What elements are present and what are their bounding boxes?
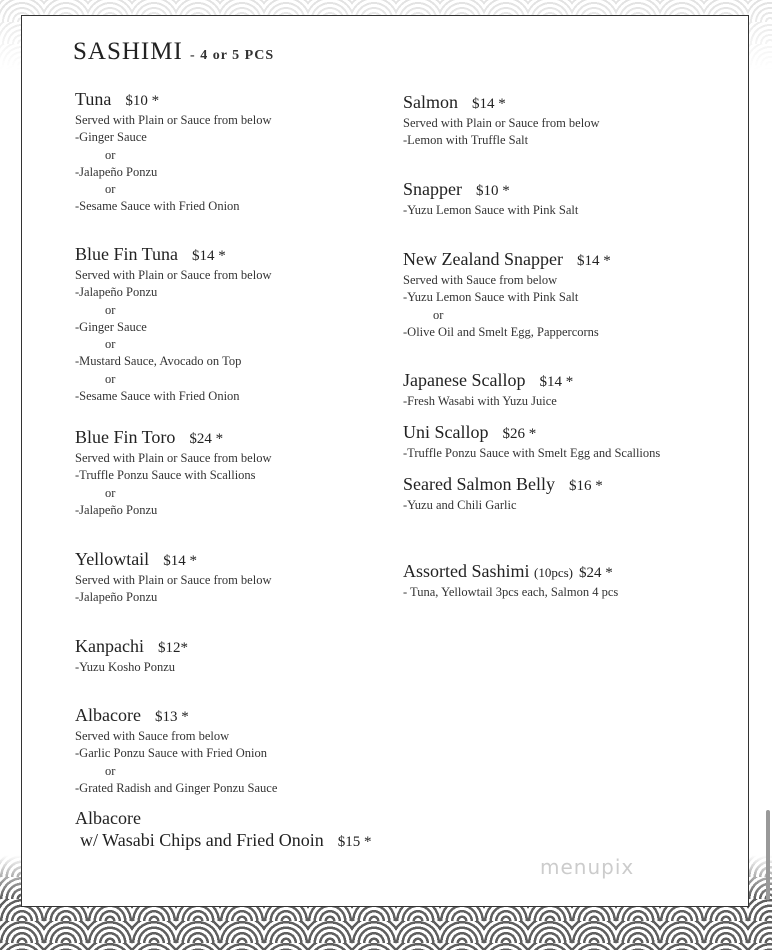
item-name: Blue Fin Toro $24 * bbox=[75, 427, 224, 447]
item-desc-line: -Yuzu and Chili Garlic bbox=[403, 498, 517, 512]
item-desc-line: or bbox=[105, 371, 116, 386]
menu-item-albacore bbox=[75, 704, 395, 797]
menu-item-assorted-sashimi bbox=[403, 560, 723, 601]
item-price: $10 * bbox=[475, 183, 510, 199]
item-desc-line: -Garlic Ponzu Sauce with Fried Onion bbox=[75, 746, 267, 761]
section-subtitle: - 4 or 5 PCS bbox=[190, 48, 275, 63]
item-desc-line: -Jalapeño Ponzu bbox=[75, 502, 158, 517]
item-desc-line: -Jalapeño Ponzu bbox=[75, 590, 158, 605]
item-name: Tuna $10 * bbox=[75, 89, 160, 109]
item-desc-line: -Sesame Sauce with Fried Onion bbox=[75, 199, 240, 214]
item-desc-line: Served with Plain or Sauce from below bbox=[403, 116, 600, 130]
menu-item-snapper bbox=[403, 178, 723, 219]
item-desc-line: or bbox=[105, 147, 116, 162]
item-name: Albacore bbox=[75, 808, 141, 828]
item-name: Yellowtail $14 * bbox=[75, 549, 197, 569]
item-desc-line: -Sesame Sauce with Fried Onion bbox=[75, 389, 240, 404]
item-price: $14 * bbox=[539, 374, 574, 390]
section-title: SASHIMI - 4 or 5 PCS bbox=[73, 38, 275, 65]
item-desc-line: or bbox=[105, 763, 116, 778]
item-name: Albacore $13 * bbox=[75, 705, 189, 725]
item-price: $12* bbox=[157, 640, 188, 656]
item-price: $14 * bbox=[163, 553, 197, 569]
menu-item-albacore-wasabi bbox=[75, 807, 395, 853]
item-price: $15 * bbox=[337, 834, 372, 850]
item-desc-line: -Ginger Sauce bbox=[75, 130, 147, 145]
item-desc-line: Served with Plain or Sauce from below bbox=[75, 268, 272, 282]
item-price: $14 * bbox=[192, 248, 226, 264]
item-desc-line: Served with Plain or Sauce from below bbox=[75, 113, 272, 127]
menu-item-kanpachi bbox=[75, 635, 395, 676]
item-desc-line: -Jalapeño Ponzu bbox=[75, 285, 158, 300]
menu-item-blue-fin-tuna bbox=[75, 243, 395, 405]
item-name: Blue Fin Tuna $14 * bbox=[75, 244, 226, 264]
item-desc-line: -Fresh Wasabi with Yuzu Juice bbox=[403, 394, 557, 408]
menu-item-uni-scallop bbox=[403, 421, 723, 462]
item-price: $24 * bbox=[579, 565, 613, 581]
item-name: Japanese Scallop $14 * bbox=[403, 370, 574, 390]
menu-item-seared-salmon-belly bbox=[403, 473, 723, 514]
item-desc-line: -Lemon with Truffle Salt bbox=[403, 133, 529, 148]
menu-item-blue-fin-toro bbox=[75, 426, 395, 519]
item-name: Uni Scallop $26 * bbox=[403, 422, 537, 442]
item-desc-line: Served with Plain or Sauce from below bbox=[75, 573, 272, 587]
item-desc-line: Served with Plain or Sauce from below bbox=[75, 451, 272, 465]
item-desc-line: -Grated Radish and Ginger Ponzu Sauce bbox=[75, 780, 278, 795]
item-price: $14 * bbox=[472, 96, 506, 112]
watermark: menupix bbox=[540, 855, 635, 879]
menu-item-tuna bbox=[75, 88, 395, 216]
item-desc-line: -Ginger Sauce bbox=[75, 319, 147, 334]
item-desc-line: -Yuzu Lemon Sauce with Pink Salt bbox=[403, 203, 579, 217]
item-price: $14 * bbox=[576, 253, 611, 269]
item-price: $16 * bbox=[568, 478, 603, 494]
item-desc-line: -Truffle Ponzu Sauce with Smelt Egg and Scallions bbox=[403, 446, 661, 460]
item-desc-line: or bbox=[105, 337, 116, 352]
item-desc-line: -Truffle Ponzu Sauce with Scallions bbox=[75, 468, 256, 483]
item-desc: - Tuna, Yellowtail 3pcs each, Salmon 4 pcs bbox=[403, 585, 619, 599]
item-desc-line: or bbox=[105, 182, 116, 197]
scrollbar[interactable] bbox=[766, 810, 770, 900]
item-desc-line: or bbox=[433, 307, 444, 322]
item-name: Kanpachi $12* bbox=[75, 636, 188, 656]
item-desc-line: Served with Sauce from below bbox=[75, 729, 230, 743]
item-desc-line: -Jalapeño Ponzu bbox=[75, 164, 158, 179]
item-desc-line: -Yuzu Lemon Sauce with Pink Salt bbox=[403, 290, 579, 305]
item-name: New Zealand Snapper $14 * bbox=[403, 249, 611, 269]
item-desc-line: -Mustard Sauce, Avocado on Top bbox=[75, 354, 242, 369]
item-name: Assorted Sashimi (10pcs) $24 * bbox=[403, 561, 613, 581]
item-name-line2: w/ Wasabi Chips and Fried Onoin $15 * bbox=[80, 830, 372, 850]
item-desc-line: -Olive Oil and Smelt Egg, Pappercorns bbox=[403, 324, 599, 339]
menu-item-yellowtail bbox=[75, 548, 395, 607]
menu-item-japanese-scallop bbox=[403, 369, 723, 410]
item-price: $26 * bbox=[502, 426, 537, 442]
item-price: $24 * bbox=[189, 431, 224, 447]
item-price: $10 * bbox=[125, 93, 160, 109]
item-desc-line: -Yuzu Kosho Ponzu bbox=[75, 660, 175, 674]
item-desc-line: Served with Sauce from below bbox=[403, 273, 558, 287]
item-name: Snapper $10 * bbox=[403, 179, 510, 199]
item-name: Salmon $14 * bbox=[403, 92, 506, 112]
menu-item-new-zealand-snapper bbox=[403, 248, 723, 341]
item-price: $13 * bbox=[154, 709, 189, 725]
item-desc-line: or bbox=[105, 485, 116, 500]
menu-item-salmon bbox=[403, 91, 723, 150]
item-qty: (10pcs) bbox=[534, 565, 574, 580]
item-name: Seared Salmon Belly $16 * bbox=[403, 474, 603, 494]
item-desc-line: or bbox=[105, 302, 116, 317]
